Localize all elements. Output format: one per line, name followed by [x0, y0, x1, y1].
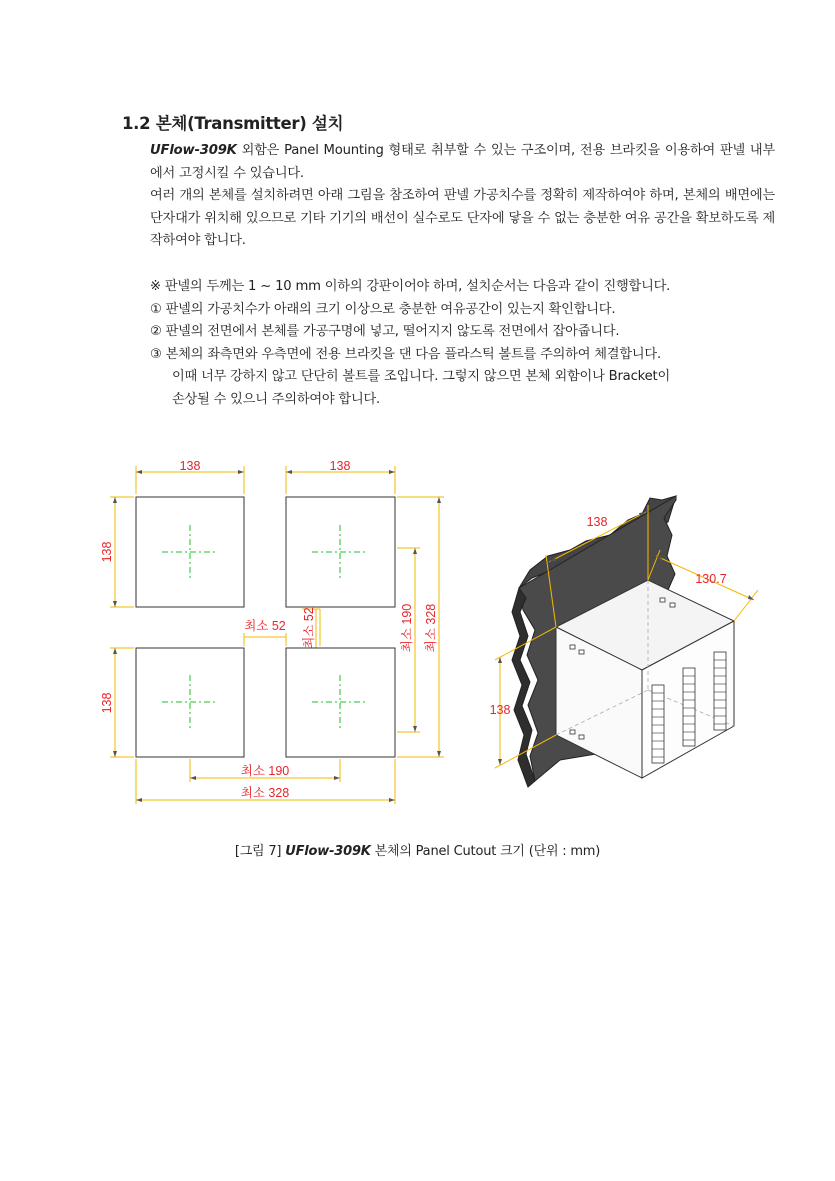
label-min-gap-vertical: 최소 52 — [302, 607, 316, 649]
label-min-gap-horizontal: 최소 52 — [244, 619, 286, 633]
note-intro: ※ 판넬의 두께는 1 ~ 10 mm 이하의 강판이어야 하며, 설치순서는 다음과 같이 진행합니다. — [150, 279, 671, 294]
product-name: UFlow-309K — [150, 143, 237, 158]
figure-caption — [0, 840, 835, 859]
section-heading — [122, 110, 343, 134]
label-min-190-horizontal: 최소 190 — [240, 764, 290, 778]
label-iso-depth: 138 — [586, 515, 608, 529]
cutout-layout-drawing — [100, 459, 444, 804]
intro-line-1-text: 외함은 Panel Mounting 형태로 취부할 수 있는 구조이며, 전용 브라킷을 이용하여 판넬 내부에서 고정시킬 수 있습니다. — [150, 143, 775, 181]
label-min-328-horizontal: 최소 328 — [240, 786, 290, 800]
installation-notes — [150, 276, 790, 412]
label-height-top: 138 — [100, 541, 114, 563]
caption-product: UFlow-309K — [285, 844, 371, 859]
step-2: ② 판넬의 전면에서 본체를 가공구명에 넣고, 떨어지지 않도록 전면에서 잡아줍니다. — [150, 324, 620, 340]
caption-suffix: 본체의 Panel Cutout 크기 (단위 : mm) — [370, 844, 601, 859]
label-min-328-vertical: 최소 328 — [424, 603, 438, 653]
caption-prefix: [그림 7] — [234, 844, 286, 859]
label-iso-height: 138 — [489, 703, 511, 717]
step-3: ③ 본체의 좌측면와 우측면에 전용 브라킷을 댄 다음 플라스틱 볼트를 주의하여 체결합니다. — [150, 346, 661, 362]
label-height-bottom: 138 — [100, 692, 114, 714]
label-top-width-left: 138 — [179, 459, 201, 473]
label-top-width-right: 138 — [329, 459, 351, 473]
isometric-enclosure-drawing — [490, 496, 758, 787]
section-title: 본체(Transmitter) 설치 — [155, 114, 344, 133]
intro-line-2: 여러 개의 본체를 설치하려면 아래 그림을 참조하여 판넬 가공치수를 정확히 제작하여야 하며, 본체의 배면에는 단자대가 위치해 있으므로 기타 기기의 배선이 실수로도 단자에 닿을 수 없는 충분한 여유 공간을 확보하도록 제작하여야 합니다. — [150, 188, 775, 249]
panel-cutout-figure — [0, 440, 835, 820]
label-min-190-vertical: 최소 190 — [400, 603, 414, 653]
section-number: 1.2 — [122, 114, 151, 133]
label-iso-width: 130.7 — [695, 572, 727, 586]
step-1: ① 판넬의 가공치수가 아래의 크기 이상으로 충분한 여유공간이 있는지 확인합니다. — [150, 301, 616, 317]
intro-line-1 — [150, 140, 775, 185]
step-3-continued-2: 손상될 수 있으니 주의하여야 합니다. — [172, 391, 381, 407]
step-3-continued: 이때 너무 강하지 않고 단단히 볼트를 조입니다. 그렇지 않으면 본체 외함이나 Bracket이 — [172, 369, 671, 385]
intro-paragraph — [150, 140, 775, 253]
